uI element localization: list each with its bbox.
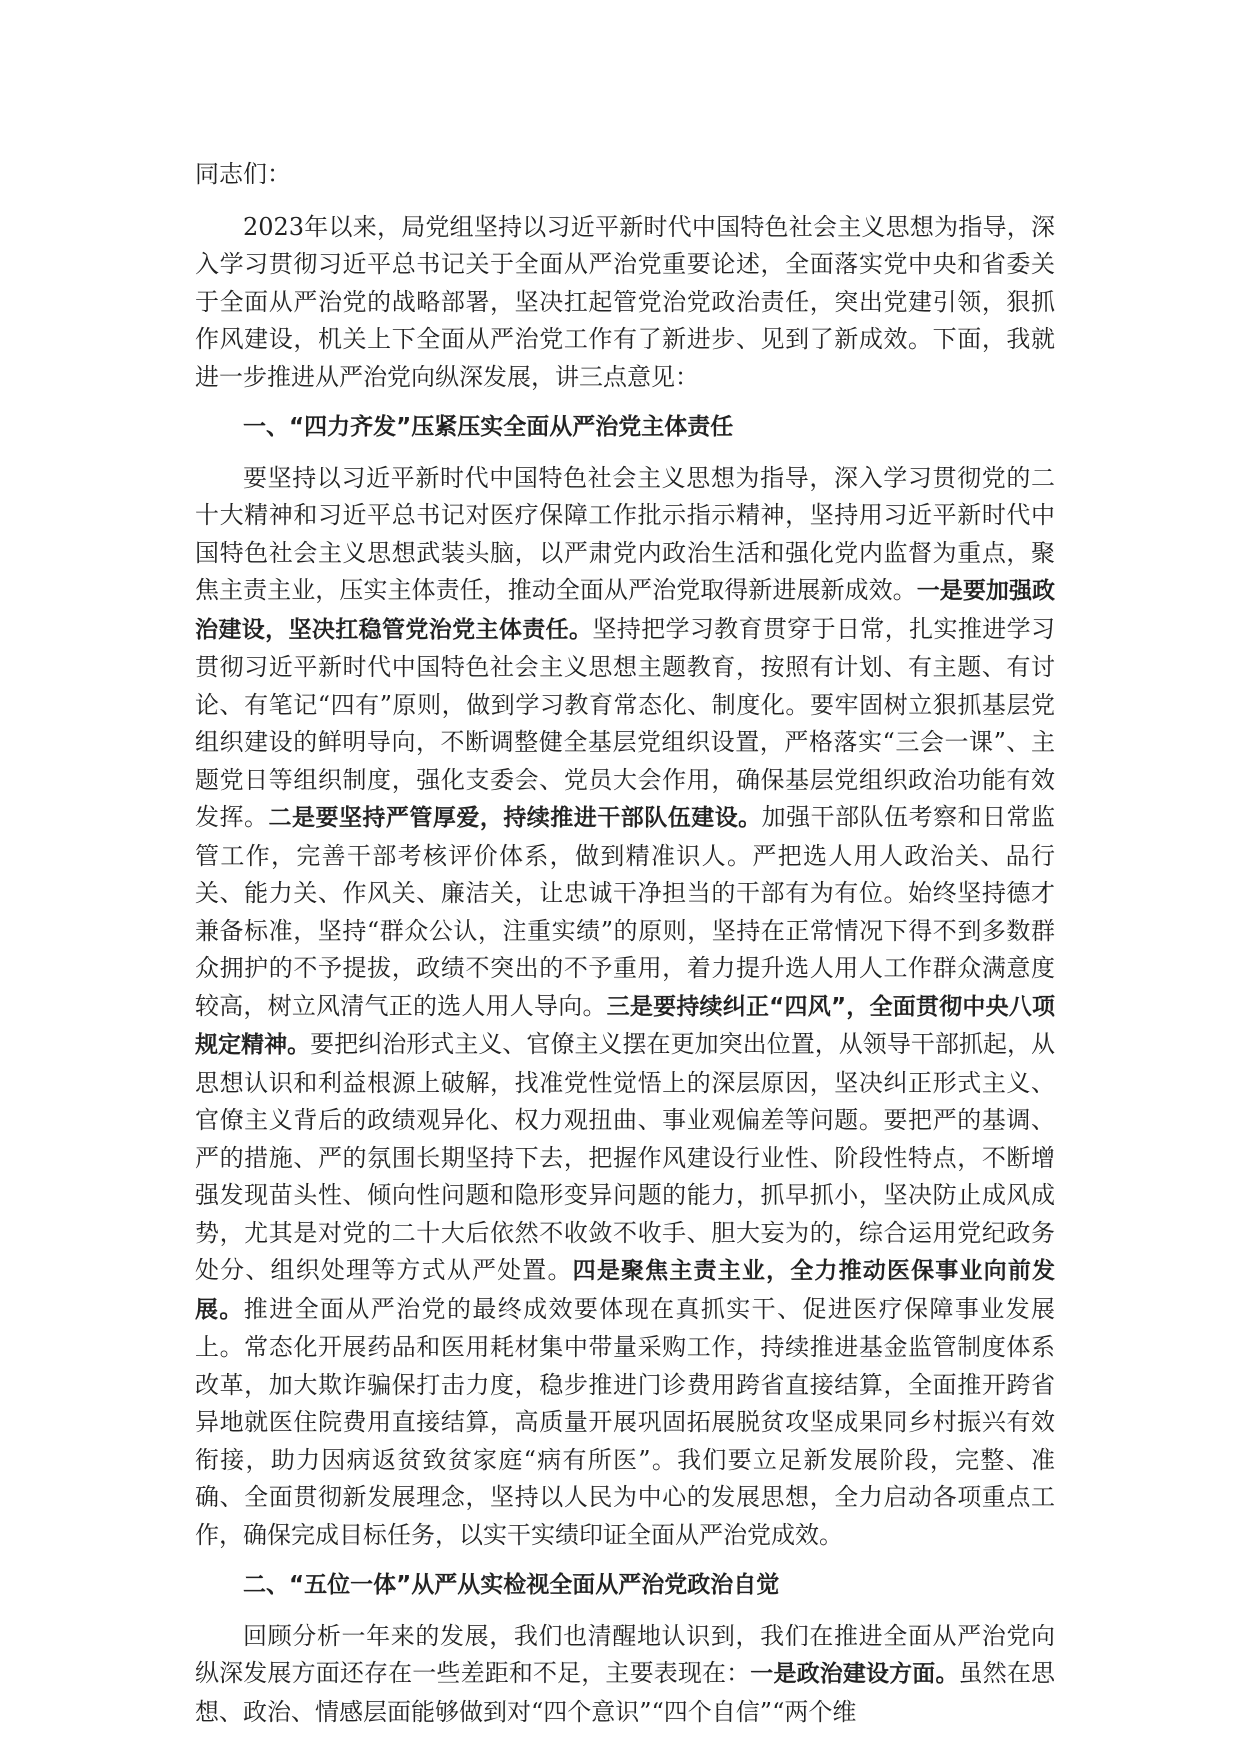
section-1-text-a: 要坚持以习近平新时代中国特色社会主义思想为指导，深入学习贯彻党的二十大精神和习近平总书记对医疗保障工作批示指示精神，坚持用习近平新时代中国特色社会主义思想武装头脑，以严肃党内政治生活和强化党内监督为重点，聚焦主责主业，压实主体责任，推动全面从严治党取得新进展新成效。 <box>195 463 1055 604</box>
section-1-point-1: 一是要加强政治建设，坚决扛稳管党治党主体责任。 <box>195 578 1056 643</box>
section-1-text-e: 推进全面从严治党的最终成效要体现在真抓实干、促进医疗保障事业发展上。常态化开展药品和医用耗材集中带量采购工作，持续推进基金监管制度体系改革，加大欺诈骗保打击力度，稳步推进门诊费用跨省直接结算，全面推开跨省异地就医住院费用直接结算，高质量开展巩固拓展脱贫攻坚成果同乡村振兴有效衔接，助力因病返贫致贫家庭“病有所医”。我们要立足新发展阶段，完整、准确、全面贯彻新发展理念，坚持以人民为中心的发展思想，全力启动各项重点工作，确保完成目标任务，以实干实绩印证全面从严治党成效。 <box>195 1294 1056 1549</box>
salutation: 同志们： <box>195 160 291 188</box>
section-1-text-c: 加强干部队伍考察和日常监管工作，完善干部考核评价体系，做到精准识人。严把选人用人政治关、品行关、能力关、作风关、廉洁关，让忠诚干净担当的干部有为有位。始终坚持德才兼备标准，坚持“群众公认，注重实绩”的原则，坚持在正常情况下得不到多数群众拥护的不予提拔，政绩不突出的不予重用，着力提升选人用人工作群众满意度较高，树立风清气正的选人用人导向。 <box>195 803 1056 1020</box>
section-2-heading: 二、“五位一体”从严从实检视全面从严治党政治自觉 <box>243 1572 780 1598</box>
section-2-text-b: 虽然在思想、政治、情感层面能够做到对“四个意识”“四个自信”“两个维 <box>195 1659 1056 1726</box>
section-1-point-2: 二是要坚持严管厚爱，持续推进干部队伍建设。 <box>268 805 762 831</box>
document-page <box>195 156 1055 1731</box>
section-1-text-b: 坚持把学习教育贯穿于日常，扎实推进学习贯彻习近平新时代中国特色社会主义思想主题教育，按照有计划、有主题、有讨论、有笔记“四有”原则，做到学习教育常态化、制度化。要牢固树立狠抓基层党组织建设的鲜明导向，不断调整健全基层党组织设置，严格落实“三会一课”、主题党日等组织制度，强化支委会、党员大会作用，确保基层党组织政治功能有效发挥。 <box>195 614 1056 831</box>
section-1-point-3: 三是要持续纠正“四风”，全面贯彻中央八项规定精神。 <box>195 993 1056 1058</box>
section-1-text-d: 要把纠治形式主义、官僚主义摆在更加突出位置，从领导干部抓起，从思想认识和利益根源上破解，找准党性觉悟上的深层原因，坚决纠正形式主义、官僚主义背后的政绩观异化、权力观扭曲、事业观偏差等问题。要把严的基调、严的措施、严的氛围长期坚持下去，把握作风建设行业性、阶段性特点，不断增强发现苗头性、倾向性问题和隐形变异问题的能力，抓早抓小，坚决防止成风成势，尤其是对党的二十大后依然不收敛不收手、胆大妄为的，综合运用党纪政务处分、组织处理等方式从严处置。 <box>195 1030 1056 1284</box>
section-1-point-4: 四是聚焦主责主业，全力推动医保事业向前发展。 <box>195 1258 1056 1323</box>
intro-paragraph: 2023年以来，局党组坚持以习近平新时代中国特色社会主义思想为指导，深入学习贯彻习近平总书记关于全面从严治党重要论述，全面落实党中央和省委关于全面从严治党的战略部署，坚决扛起管党治党政治责任，突出党建引领，狠抓作风建设，机关上下全面从严治党工作有了新进步、见到了新成效。下面，我就进一步推进从严治党向纵深发展，讲三点意见： <box>195 212 1055 391</box>
section-1-paragraph <box>195 460 1055 1555</box>
section-2-point-1: 一是政治建设方面。 <box>750 1661 959 1687</box>
section-1-heading: 一、“四力齐发”压紧压实全面从严治党主体责任 <box>243 414 734 440</box>
section-2-text-a: 回顾分析一年来的发展，我们也清醒地认识到，我们在推进全面从严治党向纵深发展方面还存在一些差距和不足，主要表现在： <box>195 1621 1055 1687</box>
section-2-paragraph <box>195 1618 1055 1732</box>
